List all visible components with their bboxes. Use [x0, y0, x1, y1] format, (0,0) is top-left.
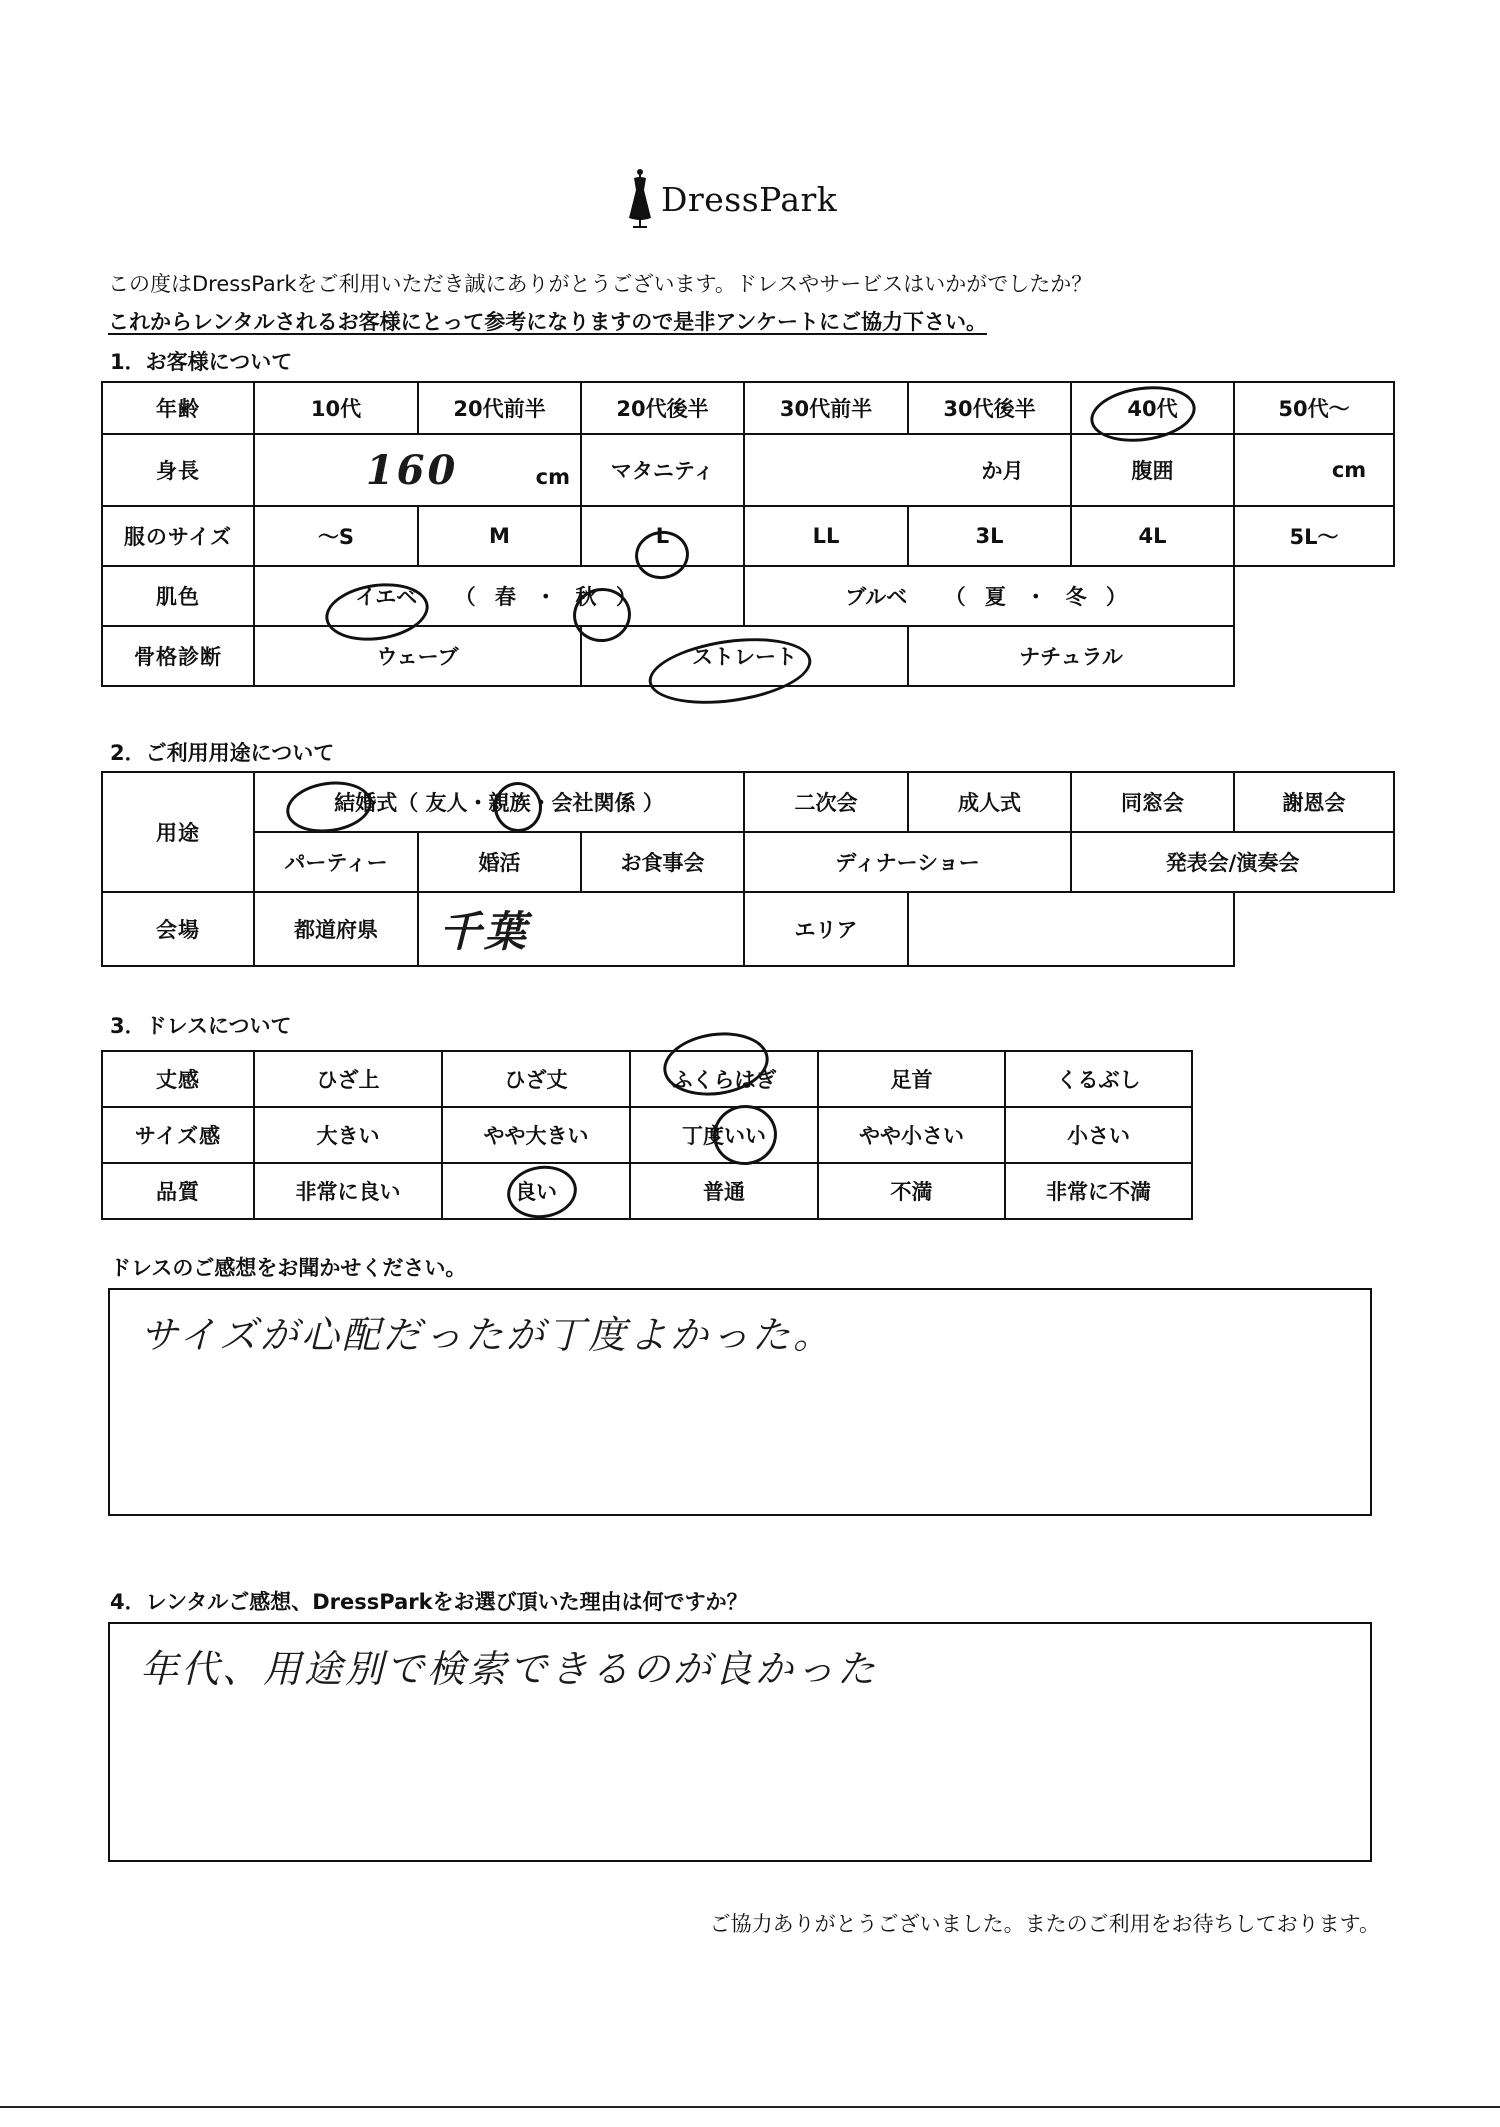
prefecture-field[interactable]: [418, 892, 744, 966]
dress-mannequin-icon: [627, 168, 653, 230]
quality-option[interactable]: 不満: [818, 1163, 1005, 1219]
maternity-unit: か月: [981, 459, 1024, 483]
length-label: 丈感: [102, 1051, 254, 1107]
size-option[interactable]: 4L: [1071, 506, 1234, 566]
skin-yellow-label: イエベ: [355, 585, 418, 609]
body-type-option[interactable]: ウェーブ: [254, 626, 581, 686]
prefecture-value: 千葉: [439, 907, 530, 956]
brand-name: DressPark: [661, 179, 838, 219]
empty-cell: [1234, 566, 1394, 626]
customer-info-table: [101, 381, 1395, 687]
length-option[interactable]: ひざ丈: [442, 1051, 630, 1107]
height-unit: cm: [535, 464, 570, 489]
usage-option[interactable]: 謝恩会: [1234, 772, 1394, 832]
height-label: 身長: [102, 434, 254, 506]
empty-cell: [1234, 626, 1394, 686]
section1-title: 1．お客様について: [110, 350, 293, 374]
size-label: 服のサイズ: [102, 506, 254, 566]
reason-comment-box[interactable]: [108, 1622, 1372, 1862]
fit-option-selected[interactable]: 丁度いい: [630, 1107, 818, 1163]
waist-field[interactable]: [1234, 434, 1394, 506]
size-option[interactable]: 〜S: [254, 506, 418, 566]
skin-yellow-seasons: （ 春 ・ 秋 ）: [454, 585, 643, 609]
length-option-selected[interactable]: ふくらはぎ: [630, 1051, 818, 1107]
usage-option[interactable]: お食事会: [581, 832, 744, 892]
size-option-selected[interactable]: L: [581, 506, 744, 566]
usage-option[interactable]: パーティー: [254, 832, 418, 892]
area-label: エリア: [744, 892, 908, 966]
quality-option[interactable]: 非常に良い: [254, 1163, 442, 1219]
skin-blue-seasons: （ 夏 ・ 冬 ）: [944, 585, 1133, 609]
dress-comment-box[interactable]: [108, 1288, 1372, 1516]
intro-text: この度はDressParkをご利用いただき誠にありがとうございます。ドレスやサービスはいかがでしたか？: [108, 272, 1093, 296]
age-option[interactable]: 30代後半: [908, 382, 1071, 434]
length-option[interactable]: ひざ上: [254, 1051, 442, 1107]
area-field[interactable]: [908, 892, 1234, 966]
section3-title: 3．ドレスについて: [110, 1014, 292, 1038]
usage-option[interactable]: 発表会/演奏会: [1071, 832, 1394, 892]
fit-option[interactable]: やや小さい: [818, 1107, 1005, 1163]
size-option[interactable]: M: [418, 506, 581, 566]
usage-option[interactable]: 成人式: [908, 772, 1071, 832]
usage-option[interactable]: ディナーショー: [744, 832, 1071, 892]
maternity-field[interactable]: [744, 434, 1071, 506]
age-option[interactable]: 20代前半: [418, 382, 581, 434]
height-value: 160: [365, 446, 459, 494]
age-option-selected[interactable]: 40代: [1071, 382, 1234, 434]
height-field[interactable]: [254, 434, 581, 506]
size-option[interactable]: LL: [744, 506, 908, 566]
dress-comment-text: サイズが心配だったが丁度よかった。: [140, 1313, 834, 1357]
dress-comment-label: ドレスのご感想をお聞かせください。: [110, 1256, 467, 1280]
quality-label: 品質: [102, 1163, 254, 1219]
size-option[interactable]: 5L〜: [1234, 506, 1394, 566]
section4-title: 4．レンタルご感想、DressParkをお選び頂いた理由は何ですか？: [110, 1590, 748, 1614]
prefecture-label: 都道府県: [254, 892, 418, 966]
usage-label: 用途: [102, 772, 254, 892]
empty-cell: [1234, 892, 1394, 966]
age-option[interactable]: 30代前半: [744, 382, 908, 434]
body-type-label: 骨格診断: [102, 626, 254, 686]
age-option[interactable]: 20代後半: [581, 382, 744, 434]
fit-option[interactable]: やや大きい: [442, 1107, 630, 1163]
waist-label: 腹囲: [1071, 434, 1234, 506]
quality-option[interactable]: 非常に不満: [1005, 1163, 1192, 1219]
fit-label: サイズ感: [102, 1107, 254, 1163]
intro-request-text: これからレンタルされるお客様にとって参考になりますので是非アンケートにご協力下さい。: [108, 310, 987, 334]
skin-yellow-option[interactable]: [254, 566, 744, 626]
fit-option[interactable]: 小さい: [1005, 1107, 1192, 1163]
section2-title: 2．ご利用用途について: [110, 741, 335, 765]
quality-option-selected[interactable]: 良い: [442, 1163, 630, 1219]
usage-option[interactable]: 同窓会: [1071, 772, 1234, 832]
quality-option[interactable]: 普通: [630, 1163, 818, 1219]
skin-label: 肌色: [102, 566, 254, 626]
usage-option[interactable]: 二次会: [744, 772, 908, 832]
body-type-option[interactable]: ナチュラル: [908, 626, 1234, 686]
length-option[interactable]: くるぶし: [1005, 1051, 1192, 1107]
dresspark-logo: [627, 168, 837, 230]
waist-unit: cm: [1331, 458, 1367, 482]
age-option[interactable]: 50代〜: [1234, 382, 1394, 434]
age-label: 年齢: [102, 382, 254, 434]
maternity-label: マタニティ: [581, 434, 744, 506]
length-option[interactable]: 足首: [818, 1051, 1005, 1107]
fit-option[interactable]: 大きい: [254, 1107, 442, 1163]
skin-blue-option[interactable]: [744, 566, 1234, 626]
venue-label: 会場: [102, 892, 254, 966]
age-option[interactable]: 10代: [254, 382, 418, 434]
dress-rating-table: [101, 1050, 1193, 1220]
scan-edge-line: [0, 2106, 1500, 2108]
usage-option[interactable]: 婚活: [418, 832, 581, 892]
usage-wedding-option[interactable]: 結婚式（ 友人・親族・会社関係 ）: [254, 772, 744, 832]
usage-table: [101, 771, 1395, 967]
size-option[interactable]: 3L: [908, 506, 1071, 566]
footer-thanks: ご協力ありがとうございました。またのご利用をお待ちしております。: [709, 1912, 1380, 1936]
body-type-option-selected[interactable]: ストレート: [581, 626, 908, 686]
skin-blue-label: ブルベ: [845, 585, 908, 609]
reason-comment-text: 年代、用途別で検索できるのが良かった: [140, 1647, 879, 1691]
